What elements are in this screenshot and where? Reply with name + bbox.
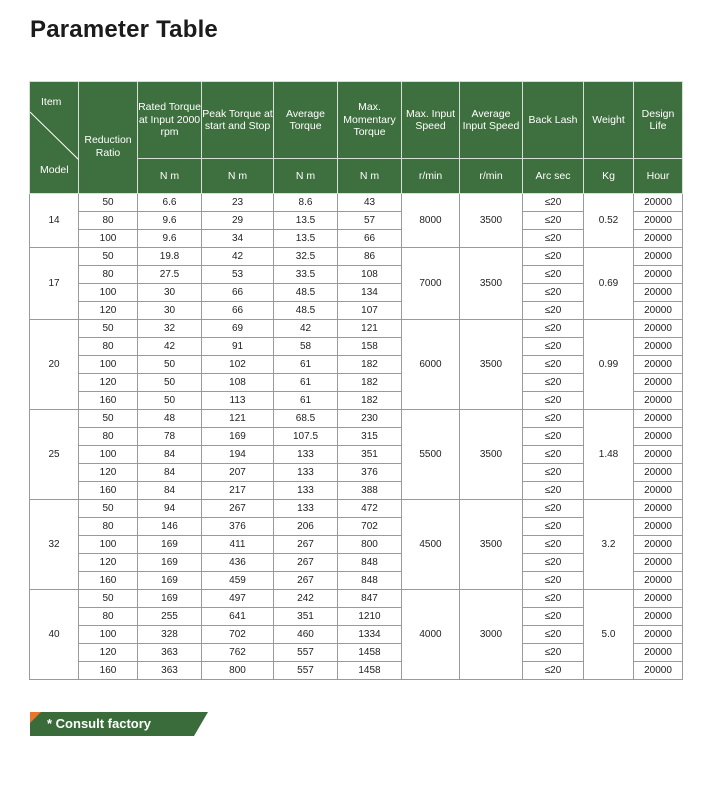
rated-torque-cell: 48: [138, 410, 202, 428]
back-lash-cell: ≤20: [523, 482, 584, 500]
ratio-cell: 50: [79, 410, 138, 428]
average-torque-cell: 242: [274, 590, 338, 608]
average-input-speed-cell: 3500: [460, 410, 523, 500]
back-lash-cell: ≤20: [523, 572, 584, 590]
ratio-cell: 80: [79, 428, 138, 446]
ratio-cell: 100: [79, 536, 138, 554]
average-torque-cell: 557: [274, 662, 338, 680]
rated-torque-cell: 42: [138, 338, 202, 356]
design-life-cell: 20000: [634, 338, 683, 356]
design-life-cell: 20000: [634, 536, 683, 554]
peak-torque-cell: 69: [202, 320, 274, 338]
ratio-cell: 120: [79, 374, 138, 392]
ratio-cell: 80: [79, 518, 138, 536]
average-torque-cell: 557: [274, 644, 338, 662]
weight-cell: 0.52: [584, 194, 634, 248]
max-momentary-torque-cell: 134: [338, 284, 402, 302]
peak-torque-cell: 267: [202, 500, 274, 518]
average-torque-cell: 48.5: [274, 284, 338, 302]
back-lash-cell: ≤20: [523, 212, 584, 230]
design-life-cell: 20000: [634, 266, 683, 284]
average-input-speed-cell: 3500: [460, 248, 523, 320]
peak-torque-cell: 113: [202, 392, 274, 410]
table-row: [30, 320, 683, 338]
design-life-cell: 20000: [634, 446, 683, 464]
design-life-cell: 20000: [634, 428, 683, 446]
max-momentary-torque-cell: 702: [338, 518, 402, 536]
ratio-cell: 80: [79, 608, 138, 626]
table-row: [30, 248, 683, 266]
page-title: Parameter Table: [30, 16, 218, 43]
weight-cell: 5.0: [584, 590, 634, 680]
consult-factory-label: * Consult factory: [47, 716, 152, 731]
ratio-cell: 80: [79, 338, 138, 356]
average-input-speed-unit: r/min: [460, 159, 523, 194]
model-cell: 32: [30, 500, 79, 590]
max-input-speed-cell: 7000: [402, 248, 460, 320]
max-momentary-torque-cell: 848: [338, 572, 402, 590]
design-life-cell: 20000: [634, 302, 683, 320]
peak-torque-unit: N m: [202, 159, 274, 194]
header-row: [30, 82, 683, 159]
back-lash-cell: ≤20: [523, 338, 584, 356]
max-input-speed-cell: 6000: [402, 320, 460, 410]
ratio-cell: 50: [79, 500, 138, 518]
peak-torque-cell: 411: [202, 536, 274, 554]
reduction-ratio-header: Reduction Ratio: [79, 82, 138, 194]
max-momentary-torque-cell: 182: [338, 356, 402, 374]
ratio-cell: 120: [79, 464, 138, 482]
weight-cell: 0.99: [584, 320, 634, 410]
item-model-header: [30, 82, 79, 194]
design-life-cell: 20000: [634, 500, 683, 518]
back-lash-cell: ≤20: [523, 284, 584, 302]
average-torque-cell: 267: [274, 572, 338, 590]
max-momentary-torque-cell: 351: [338, 446, 402, 464]
design-life-cell: 20000: [634, 410, 683, 428]
item-header: Item: [41, 96, 62, 108]
ratio-cell: 100: [79, 284, 138, 302]
max-momentary-torque-cell: 376: [338, 464, 402, 482]
weight-header: Weight: [584, 82, 634, 159]
peak-torque-cell: 108: [202, 374, 274, 392]
design-life-cell: 20000: [634, 554, 683, 572]
rated-torque-cell: 94: [138, 500, 202, 518]
peak-torque-cell: 497: [202, 590, 274, 608]
average-torque-cell: 8.6: [274, 194, 338, 212]
peak-torque-cell: 34: [202, 230, 274, 248]
back-lash-cell: ≤20: [523, 320, 584, 338]
back-lash-cell: ≤20: [523, 518, 584, 536]
max-momentary-torque-cell: 182: [338, 374, 402, 392]
average-torque-cell: 133: [274, 464, 338, 482]
weight-cell: 1.48: [584, 410, 634, 500]
back-lash-unit: Arc sec: [523, 159, 584, 194]
rated-torque-cell: 146: [138, 518, 202, 536]
max-momentary-torque-cell: 108: [338, 266, 402, 284]
max-momentary-torque-cell: 66: [338, 230, 402, 248]
average-torque-cell: 13.5: [274, 212, 338, 230]
back-lash-cell: ≤20: [523, 248, 584, 266]
rated-torque-cell: 84: [138, 464, 202, 482]
average-torque-cell: 351: [274, 608, 338, 626]
back-lash-cell: ≤20: [523, 302, 584, 320]
rated-torque-cell: 6.6: [138, 194, 202, 212]
average-torque-cell: 61: [274, 392, 338, 410]
average-input-speed-cell: 3500: [460, 194, 523, 248]
average-input-speed-cell: 3500: [460, 500, 523, 590]
ratio-cell: 50: [79, 194, 138, 212]
design-life-unit: Hour: [634, 159, 683, 194]
peak-torque-cell: 169: [202, 428, 274, 446]
max-input-speed-header: Max. Input Speed: [402, 82, 460, 159]
design-life-cell: 20000: [634, 644, 683, 662]
weight-unit: Kg: [584, 159, 634, 194]
rated-torque-cell: 9.6: [138, 230, 202, 248]
max-momentary-torque-header: Max. Momentary Torque: [338, 82, 402, 159]
design-life-cell: 20000: [634, 590, 683, 608]
back-lash-cell: ≤20: [523, 356, 584, 374]
average-torque-cell: 68.5: [274, 410, 338, 428]
ratio-cell: 100: [79, 626, 138, 644]
max-momentary-torque-cell: 1458: [338, 644, 402, 662]
ratio-cell: 50: [79, 590, 138, 608]
design-life-cell: 20000: [634, 194, 683, 212]
peak-torque-cell: 194: [202, 446, 274, 464]
design-life-header: Design Life: [634, 82, 683, 159]
rated-torque-cell: 169: [138, 554, 202, 572]
back-lash-cell: ≤20: [523, 662, 584, 680]
model-cell: 40: [30, 590, 79, 680]
peak-torque-cell: 121: [202, 410, 274, 428]
design-life-cell: 20000: [634, 374, 683, 392]
design-life-cell: 20000: [634, 248, 683, 266]
table-row: [30, 500, 683, 518]
ratio-cell: 50: [79, 248, 138, 266]
table-row: [30, 410, 683, 428]
rated-torque-cell: 27.5: [138, 266, 202, 284]
average-torque-cell: 42: [274, 320, 338, 338]
max-momentary-torque-cell: 43: [338, 194, 402, 212]
weight-cell: 0.69: [584, 248, 634, 320]
peak-torque-cell: 762: [202, 644, 274, 662]
rated-torque-cell: 50: [138, 392, 202, 410]
max-input-speed-cell: 4500: [402, 500, 460, 590]
design-life-cell: 20000: [634, 518, 683, 536]
average-input-speed-header: Average Input Speed: [460, 82, 523, 159]
design-life-cell: 20000: [634, 572, 683, 590]
rated-torque-unit: N m: [138, 159, 202, 194]
model-cell: 20: [30, 320, 79, 410]
peak-torque-cell: 23: [202, 194, 274, 212]
design-life-cell: 20000: [634, 356, 683, 374]
average-input-speed-cell: 3000: [460, 590, 523, 680]
max-momentary-torque-cell: 848: [338, 554, 402, 572]
peak-torque-cell: 66: [202, 302, 274, 320]
design-life-cell: 20000: [634, 230, 683, 248]
back-lash-cell: ≤20: [523, 536, 584, 554]
rated-torque-cell: 78: [138, 428, 202, 446]
table-row: [30, 194, 683, 212]
max-momentary-torque-cell: 315: [338, 428, 402, 446]
design-life-cell: 20000: [634, 482, 683, 500]
rated-torque-cell: 50: [138, 356, 202, 374]
average-torque-cell: 13.5: [274, 230, 338, 248]
rated-torque-cell: 169: [138, 572, 202, 590]
max-momentary-torque-cell: 86: [338, 248, 402, 266]
design-life-cell: 20000: [634, 608, 683, 626]
max-input-speed-unit: r/min: [402, 159, 460, 194]
average-torque-cell: 267: [274, 536, 338, 554]
design-life-cell: 20000: [634, 284, 683, 302]
average-torque-cell: 32.5: [274, 248, 338, 266]
design-life-cell: 20000: [634, 626, 683, 644]
average-torque-cell: 33.5: [274, 266, 338, 284]
design-life-cell: 20000: [634, 392, 683, 410]
peak-torque-cell: 702: [202, 626, 274, 644]
rated-torque-cell: 255: [138, 608, 202, 626]
back-lash-cell: ≤20: [523, 464, 584, 482]
max-momentary-torque-cell: 1210: [338, 608, 402, 626]
peak-torque-cell: 436: [202, 554, 274, 572]
max-momentary-torque-cell: 1334: [338, 626, 402, 644]
ratio-cell: 160: [79, 392, 138, 410]
back-lash-cell: ≤20: [523, 410, 584, 428]
back-lash-cell: ≤20: [523, 626, 584, 644]
rated-torque-cell: 50: [138, 374, 202, 392]
rated-torque-cell: 169: [138, 536, 202, 554]
peak-torque-cell: 207: [202, 464, 274, 482]
back-lash-cell: ≤20: [523, 374, 584, 392]
max-momentary-torque-cell: 1458: [338, 662, 402, 680]
back-lash-cell: ≤20: [523, 266, 584, 284]
average-torque-cell: 61: [274, 374, 338, 392]
max-momentary-torque-cell: 847: [338, 590, 402, 608]
ratio-cell: 160: [79, 572, 138, 590]
rated-torque-cell: 363: [138, 662, 202, 680]
rated-torque-cell: 32: [138, 320, 202, 338]
average-torque-cell: 133: [274, 500, 338, 518]
max-input-speed-cell: 4000: [402, 590, 460, 680]
model-cell: 14: [30, 194, 79, 248]
model-cell: 25: [30, 410, 79, 500]
consult-factory-banner: [30, 712, 208, 736]
average-input-speed-cell: 3500: [460, 320, 523, 410]
peak-torque-cell: 641: [202, 608, 274, 626]
average-torque-cell: 61: [274, 356, 338, 374]
back-lash-cell: ≤20: [523, 392, 584, 410]
rated-torque-cell: 169: [138, 590, 202, 608]
ratio-cell: 120: [79, 644, 138, 662]
rated-torque-cell: 30: [138, 302, 202, 320]
average-torque-cell: 48.5: [274, 302, 338, 320]
peak-torque-header: Peak Torque at start and Stop: [202, 82, 274, 159]
rated-torque-cell: 84: [138, 482, 202, 500]
back-lash-cell: ≤20: [523, 554, 584, 572]
rated-torque-cell: 19.8: [138, 248, 202, 266]
weight-cell: 3.2: [584, 500, 634, 590]
ratio-cell: 80: [79, 266, 138, 284]
average-torque-header: Average Torque: [274, 82, 338, 159]
ratio-cell: 160: [79, 662, 138, 680]
peak-torque-cell: 66: [202, 284, 274, 302]
max-momentary-torque-cell: 158: [338, 338, 402, 356]
back-lash-cell: ≤20: [523, 230, 584, 248]
peak-torque-cell: 53: [202, 266, 274, 284]
average-torque-cell: 133: [274, 446, 338, 464]
peak-torque-cell: 459: [202, 572, 274, 590]
back-lash-cell: ≤20: [523, 446, 584, 464]
max-momentary-torque-cell: 121: [338, 320, 402, 338]
design-life-cell: 20000: [634, 464, 683, 482]
parameter-table: [29, 81, 683, 680]
back-lash-cell: ≤20: [523, 500, 584, 518]
max-momentary-torque-cell: 230: [338, 410, 402, 428]
max-input-speed-cell: 8000: [402, 194, 460, 248]
ratio-cell: 100: [79, 356, 138, 374]
rated-torque-cell: 9.6: [138, 212, 202, 230]
average-torque-cell: 460: [274, 626, 338, 644]
average-torque-cell: 206: [274, 518, 338, 536]
max-momentary-torque-cell: 472: [338, 500, 402, 518]
design-life-cell: 20000: [634, 320, 683, 338]
rated-torque-cell: 328: [138, 626, 202, 644]
table-row: [30, 590, 683, 608]
peak-torque-cell: 217: [202, 482, 274, 500]
back-lash-cell: ≤20: [523, 428, 584, 446]
ratio-cell: 80: [79, 212, 138, 230]
back-lash-cell: ≤20: [523, 608, 584, 626]
max-momentary-torque-cell: 388: [338, 482, 402, 500]
back-lash-header: Back Lash: [523, 82, 584, 159]
max-momentary-torque-unit: N m: [338, 159, 402, 194]
average-torque-cell: 133: [274, 482, 338, 500]
back-lash-cell: ≤20: [523, 644, 584, 662]
back-lash-cell: ≤20: [523, 590, 584, 608]
rated-torque-header: Rated Torque at Input 2000 rpm: [138, 82, 202, 159]
peak-torque-cell: 42: [202, 248, 274, 266]
design-life-cell: 20000: [634, 212, 683, 230]
max-momentary-torque-cell: 57: [338, 212, 402, 230]
rated-torque-cell: 363: [138, 644, 202, 662]
average-torque-cell: 58: [274, 338, 338, 356]
design-life-cell: 20000: [634, 662, 683, 680]
max-input-speed-cell: 5500: [402, 410, 460, 500]
peak-torque-cell: 29: [202, 212, 274, 230]
ratio-cell: 160: [79, 482, 138, 500]
max-momentary-torque-cell: 800: [338, 536, 402, 554]
ratio-cell: 120: [79, 554, 138, 572]
peak-torque-cell: 102: [202, 356, 274, 374]
model-header: Model: [40, 164, 69, 176]
max-momentary-torque-cell: 182: [338, 392, 402, 410]
max-momentary-torque-cell: 107: [338, 302, 402, 320]
back-lash-cell: ≤20: [523, 194, 584, 212]
peak-torque-cell: 800: [202, 662, 274, 680]
table-body: [30, 194, 683, 680]
average-torque-cell: 267: [274, 554, 338, 572]
ratio-cell: 100: [79, 230, 138, 248]
rated-torque-cell: 84: [138, 446, 202, 464]
ratio-cell: 50: [79, 320, 138, 338]
peak-torque-cell: 91: [202, 338, 274, 356]
average-torque-unit: N m: [274, 159, 338, 194]
peak-torque-cell: 376: [202, 518, 274, 536]
model-cell: 17: [30, 248, 79, 320]
ratio-cell: 100: [79, 446, 138, 464]
average-torque-cell: 107.5: [274, 428, 338, 446]
ratio-cell: 120: [79, 302, 138, 320]
rated-torque-cell: 30: [138, 284, 202, 302]
